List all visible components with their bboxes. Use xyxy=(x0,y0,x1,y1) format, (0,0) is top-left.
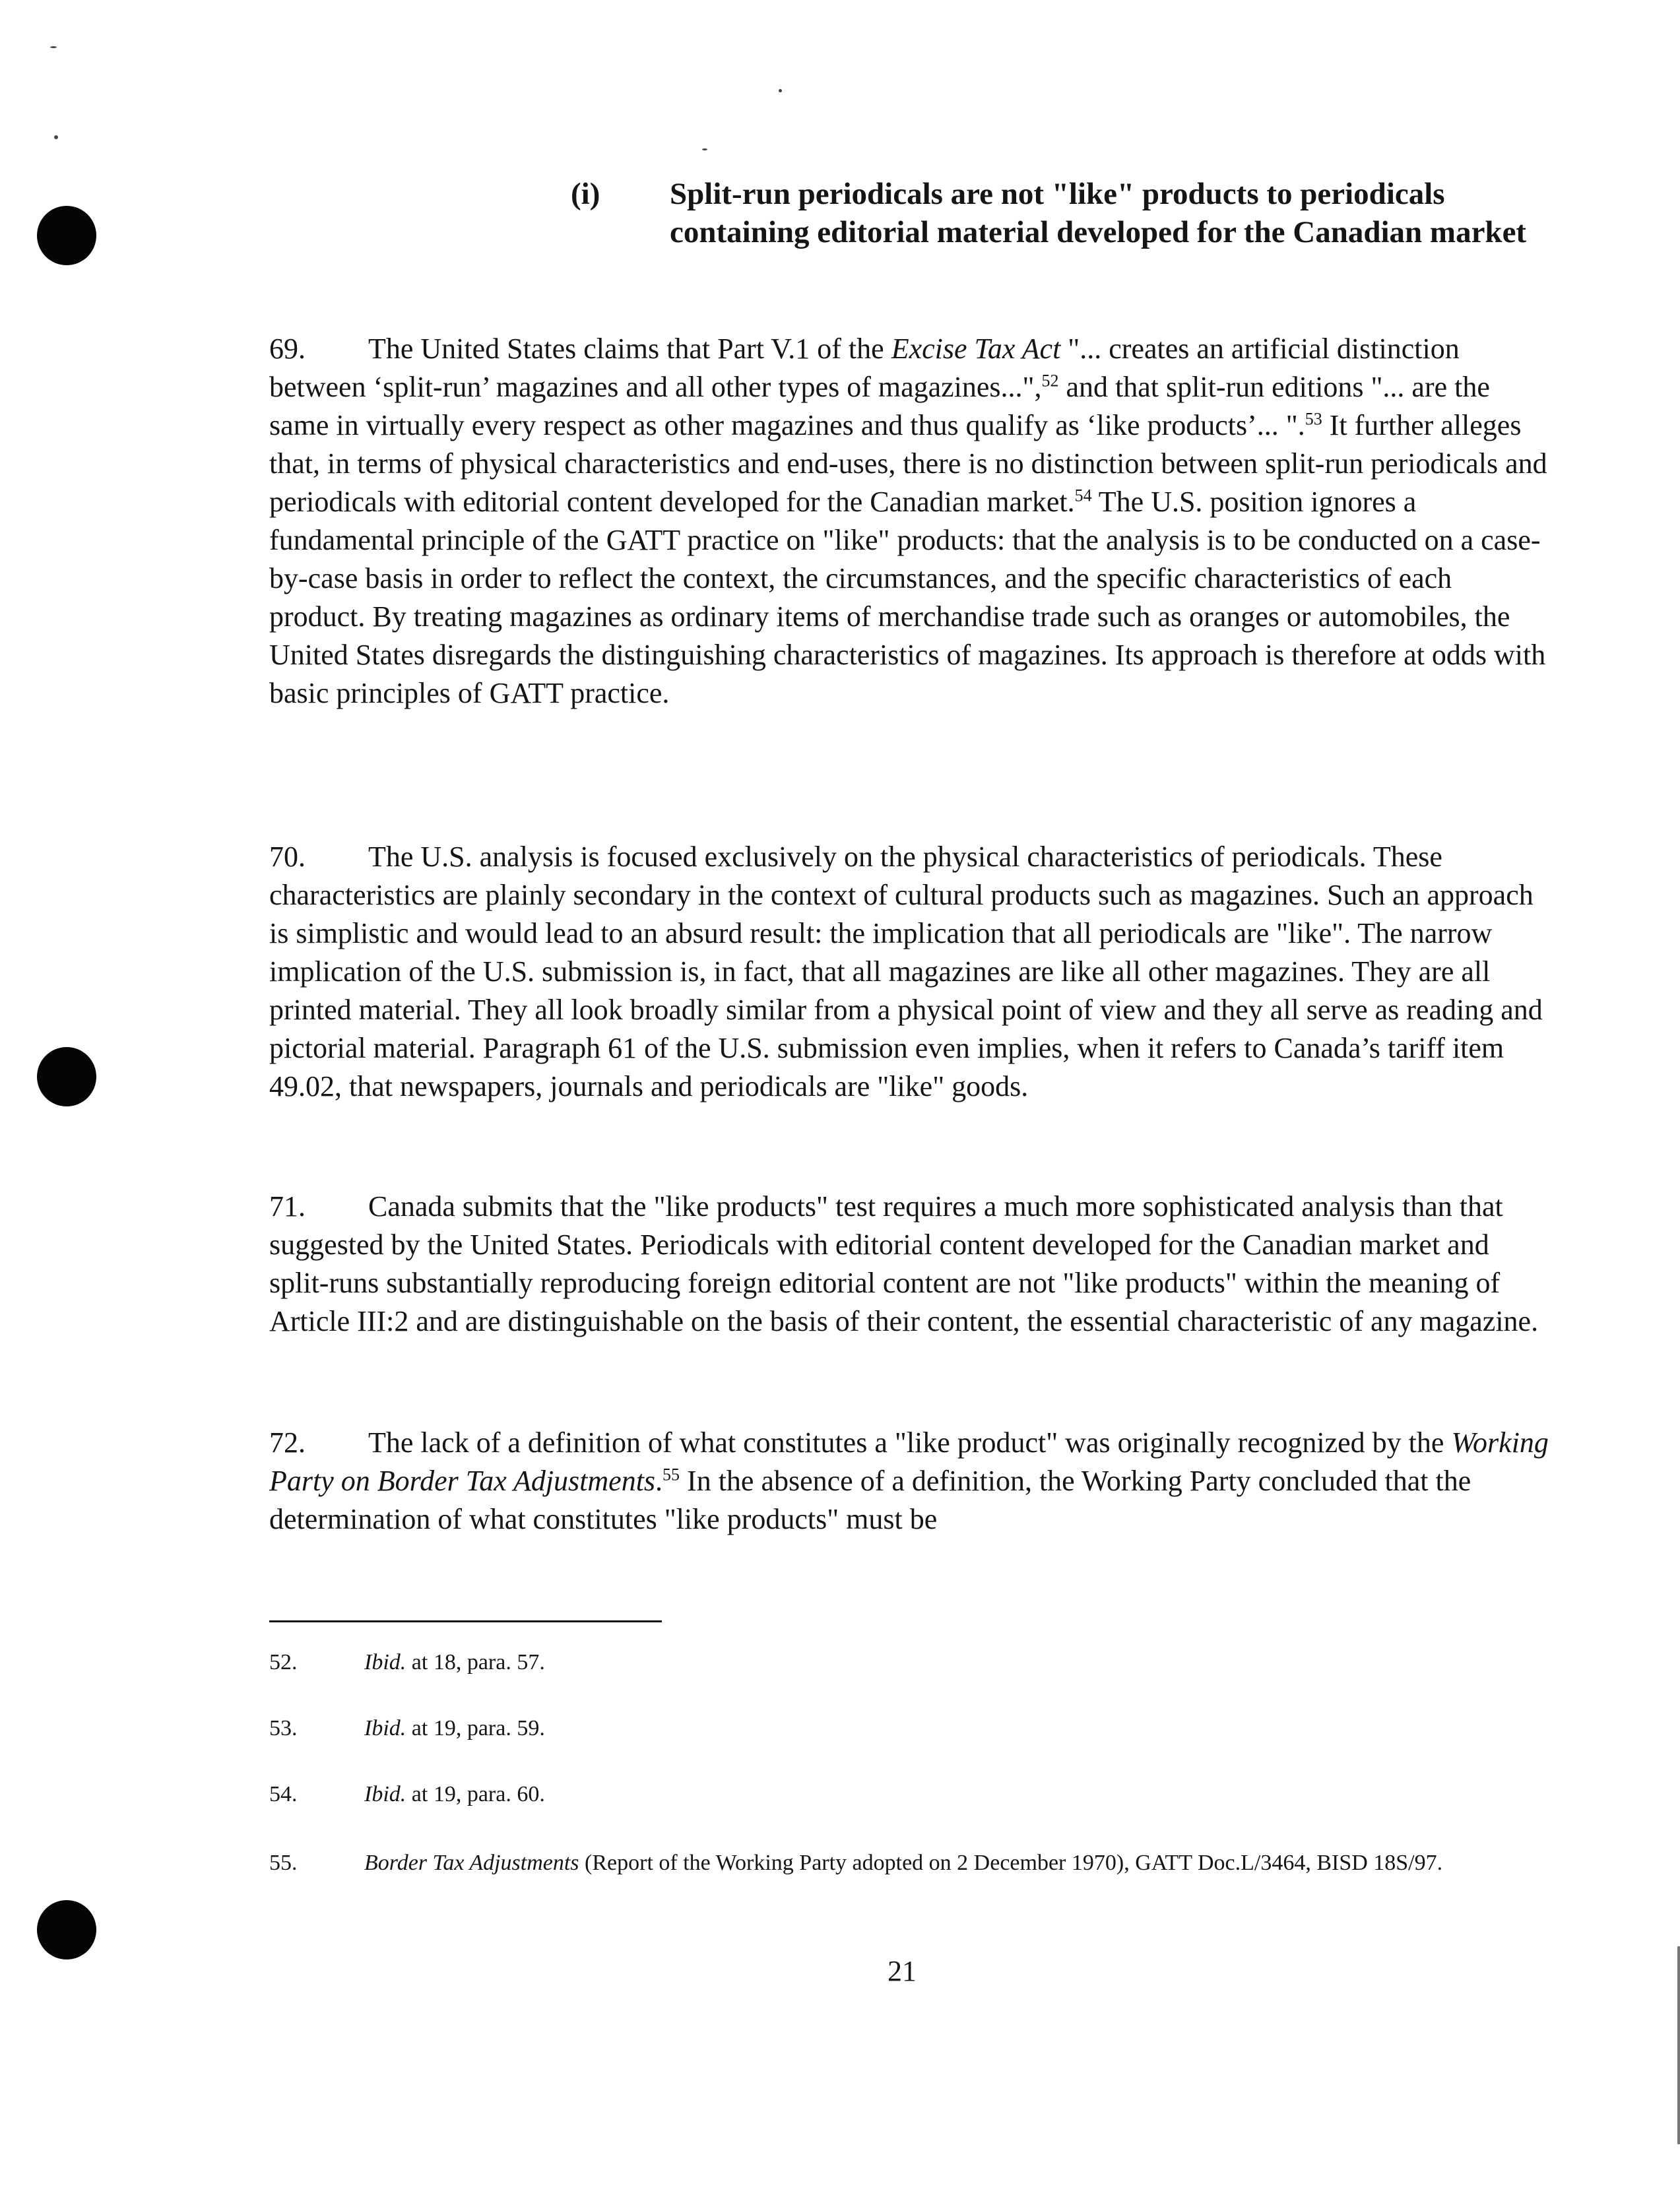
footnote-reference: 52 xyxy=(1041,371,1059,391)
footnote-text xyxy=(364,1713,1523,1744)
scan-speck xyxy=(702,148,707,150)
text-run: It further alleges that, in terms of physical characteristics and end-uses, there is no distinction between split-run periodicals and periodicals with editorial content developed for the Canadian market. xyxy=(269,409,1547,518)
text-run: The lack of a definition of what constitutes a "like product" was originally recognized by the xyxy=(368,1426,1452,1459)
footnote-number: 54. xyxy=(269,1782,298,1806)
footnote-52 xyxy=(269,1647,1523,1678)
paragraph-72 xyxy=(269,1424,1549,1539)
footnote-number: 53. xyxy=(269,1716,298,1740)
scan-edge-line xyxy=(1677,1946,1680,2144)
text-run: at 19, para. 59. xyxy=(406,1716,545,1740)
text-run: "... creates an artificial distinction between ‘split-run’ magazines and all other types of magazines...", xyxy=(269,333,1460,403)
footnote-separator xyxy=(269,1620,662,1622)
italic-text: Ibid. xyxy=(364,1650,406,1674)
footnote-54 xyxy=(269,1779,1523,1810)
italic-text: Excise Tax Act xyxy=(891,333,1061,365)
footnote-text xyxy=(364,1847,1523,1879)
scan-speck xyxy=(54,135,58,139)
paragraph-70 xyxy=(269,838,1549,1106)
punch-hole-top xyxy=(37,206,96,265)
paragraph-number: 71. xyxy=(269,1190,306,1223)
text-run: In the absence of a definition, the Working Party concluded that the determination of what constitutes "like products" must be xyxy=(269,1465,1471,1535)
text-run: Canada submits that the "like products" test requires a much more sophisticated analysis than that suggested by the United States. Periodicals with editorial content developed for the Canadian market and split-runs substantially reproducing foreign editorial content are not "like products" within the meaning of Article III:2 and are distinguishable on the basis of their content, the essential characteristic of any magazine. xyxy=(269,1190,1539,1337)
footnote-number: 52. xyxy=(269,1650,298,1674)
paragraph-number: 70. xyxy=(269,841,306,873)
section-heading xyxy=(571,175,1547,251)
page-number: 21 xyxy=(888,1955,917,1987)
heading-text: Split-run periodicals are not "like" products to periodicals containing editorial material developed for the Canadian market xyxy=(670,177,1527,249)
footnote-55 xyxy=(269,1847,1523,1879)
footnote-53 xyxy=(269,1713,1523,1744)
italic-text: Working Party on Border Tax Adjustments xyxy=(269,1426,1549,1497)
paragraph-69 xyxy=(269,330,1549,713)
footnote-reference: 53 xyxy=(1305,409,1322,429)
text-run: and that split-run editions "... are the same in virtually every respect as other magazines and thus qualify as ‘like products’... ". xyxy=(269,371,1490,441)
paragraph-number: 69. xyxy=(269,333,306,365)
scan-speck xyxy=(50,46,57,48)
footnote-text xyxy=(364,1779,1523,1810)
text-run: The United States claims that Part V.1 of the xyxy=(368,333,891,365)
text-run: (Report of the Working Party adopted on 2 December 1970), GATT Doc.L/3464, BISD 18S/97. xyxy=(579,1851,1443,1875)
text-run: at 18, para. 57. xyxy=(406,1650,545,1674)
text-run: The U.S. analysis is focused exclusively on the physical characteristics of periodicals. These characteristics are plainly secondary in the context of cultural products such as magazines. Such an approach is simplistic and would lead to an absurd result: the implication that all periodicals are "like". The narrow implication of the U.S. submission is, in fact, that all magazines are like all other magazines. They are all printed material. They all look broadly similar from a physical point of view and they all serve as reading and pictorial material. Paragraph 61 of the U.S. submission even implies, when it refers to Canada’s tariff item 49.02, that newspapers, journals and periodicals are "like" goods. xyxy=(269,841,1543,1102)
text-run: at 19, para. 60. xyxy=(406,1782,545,1806)
italic-text: Border Tax Adjustments xyxy=(364,1851,579,1875)
punch-hole-bottom xyxy=(37,1900,96,1960)
text-run: . xyxy=(655,1465,663,1497)
paragraph-number: 72. xyxy=(269,1426,306,1459)
paragraph-71 xyxy=(269,1188,1549,1341)
footnote-reference: 55 xyxy=(662,1465,680,1484)
footnote-number: 55. xyxy=(269,1851,298,1875)
punch-hole-middle xyxy=(37,1047,96,1106)
italic-text: Ibid. xyxy=(364,1716,406,1740)
text-run: The U.S. position ignores a fundamental principle of the GATT practice on "like" products: that the analysis is to be conducted on a case-by-case basis in order to reflect the context, the circumstances, and the specific characteristics of each product. By treating magazines as ordinary items of merchandise trade such as oranges or automobiles, the United States disregards the distinguishing characteristics of magazines. Its approach is therefore at odds with basic principles of GATT practice. xyxy=(269,486,1546,709)
scan-speck xyxy=(779,89,782,92)
footnote-text xyxy=(364,1647,1523,1678)
footnote-reference: 54 xyxy=(1074,486,1092,505)
heading-marker: (i) xyxy=(571,177,600,211)
italic-text: Ibid. xyxy=(364,1782,406,1806)
